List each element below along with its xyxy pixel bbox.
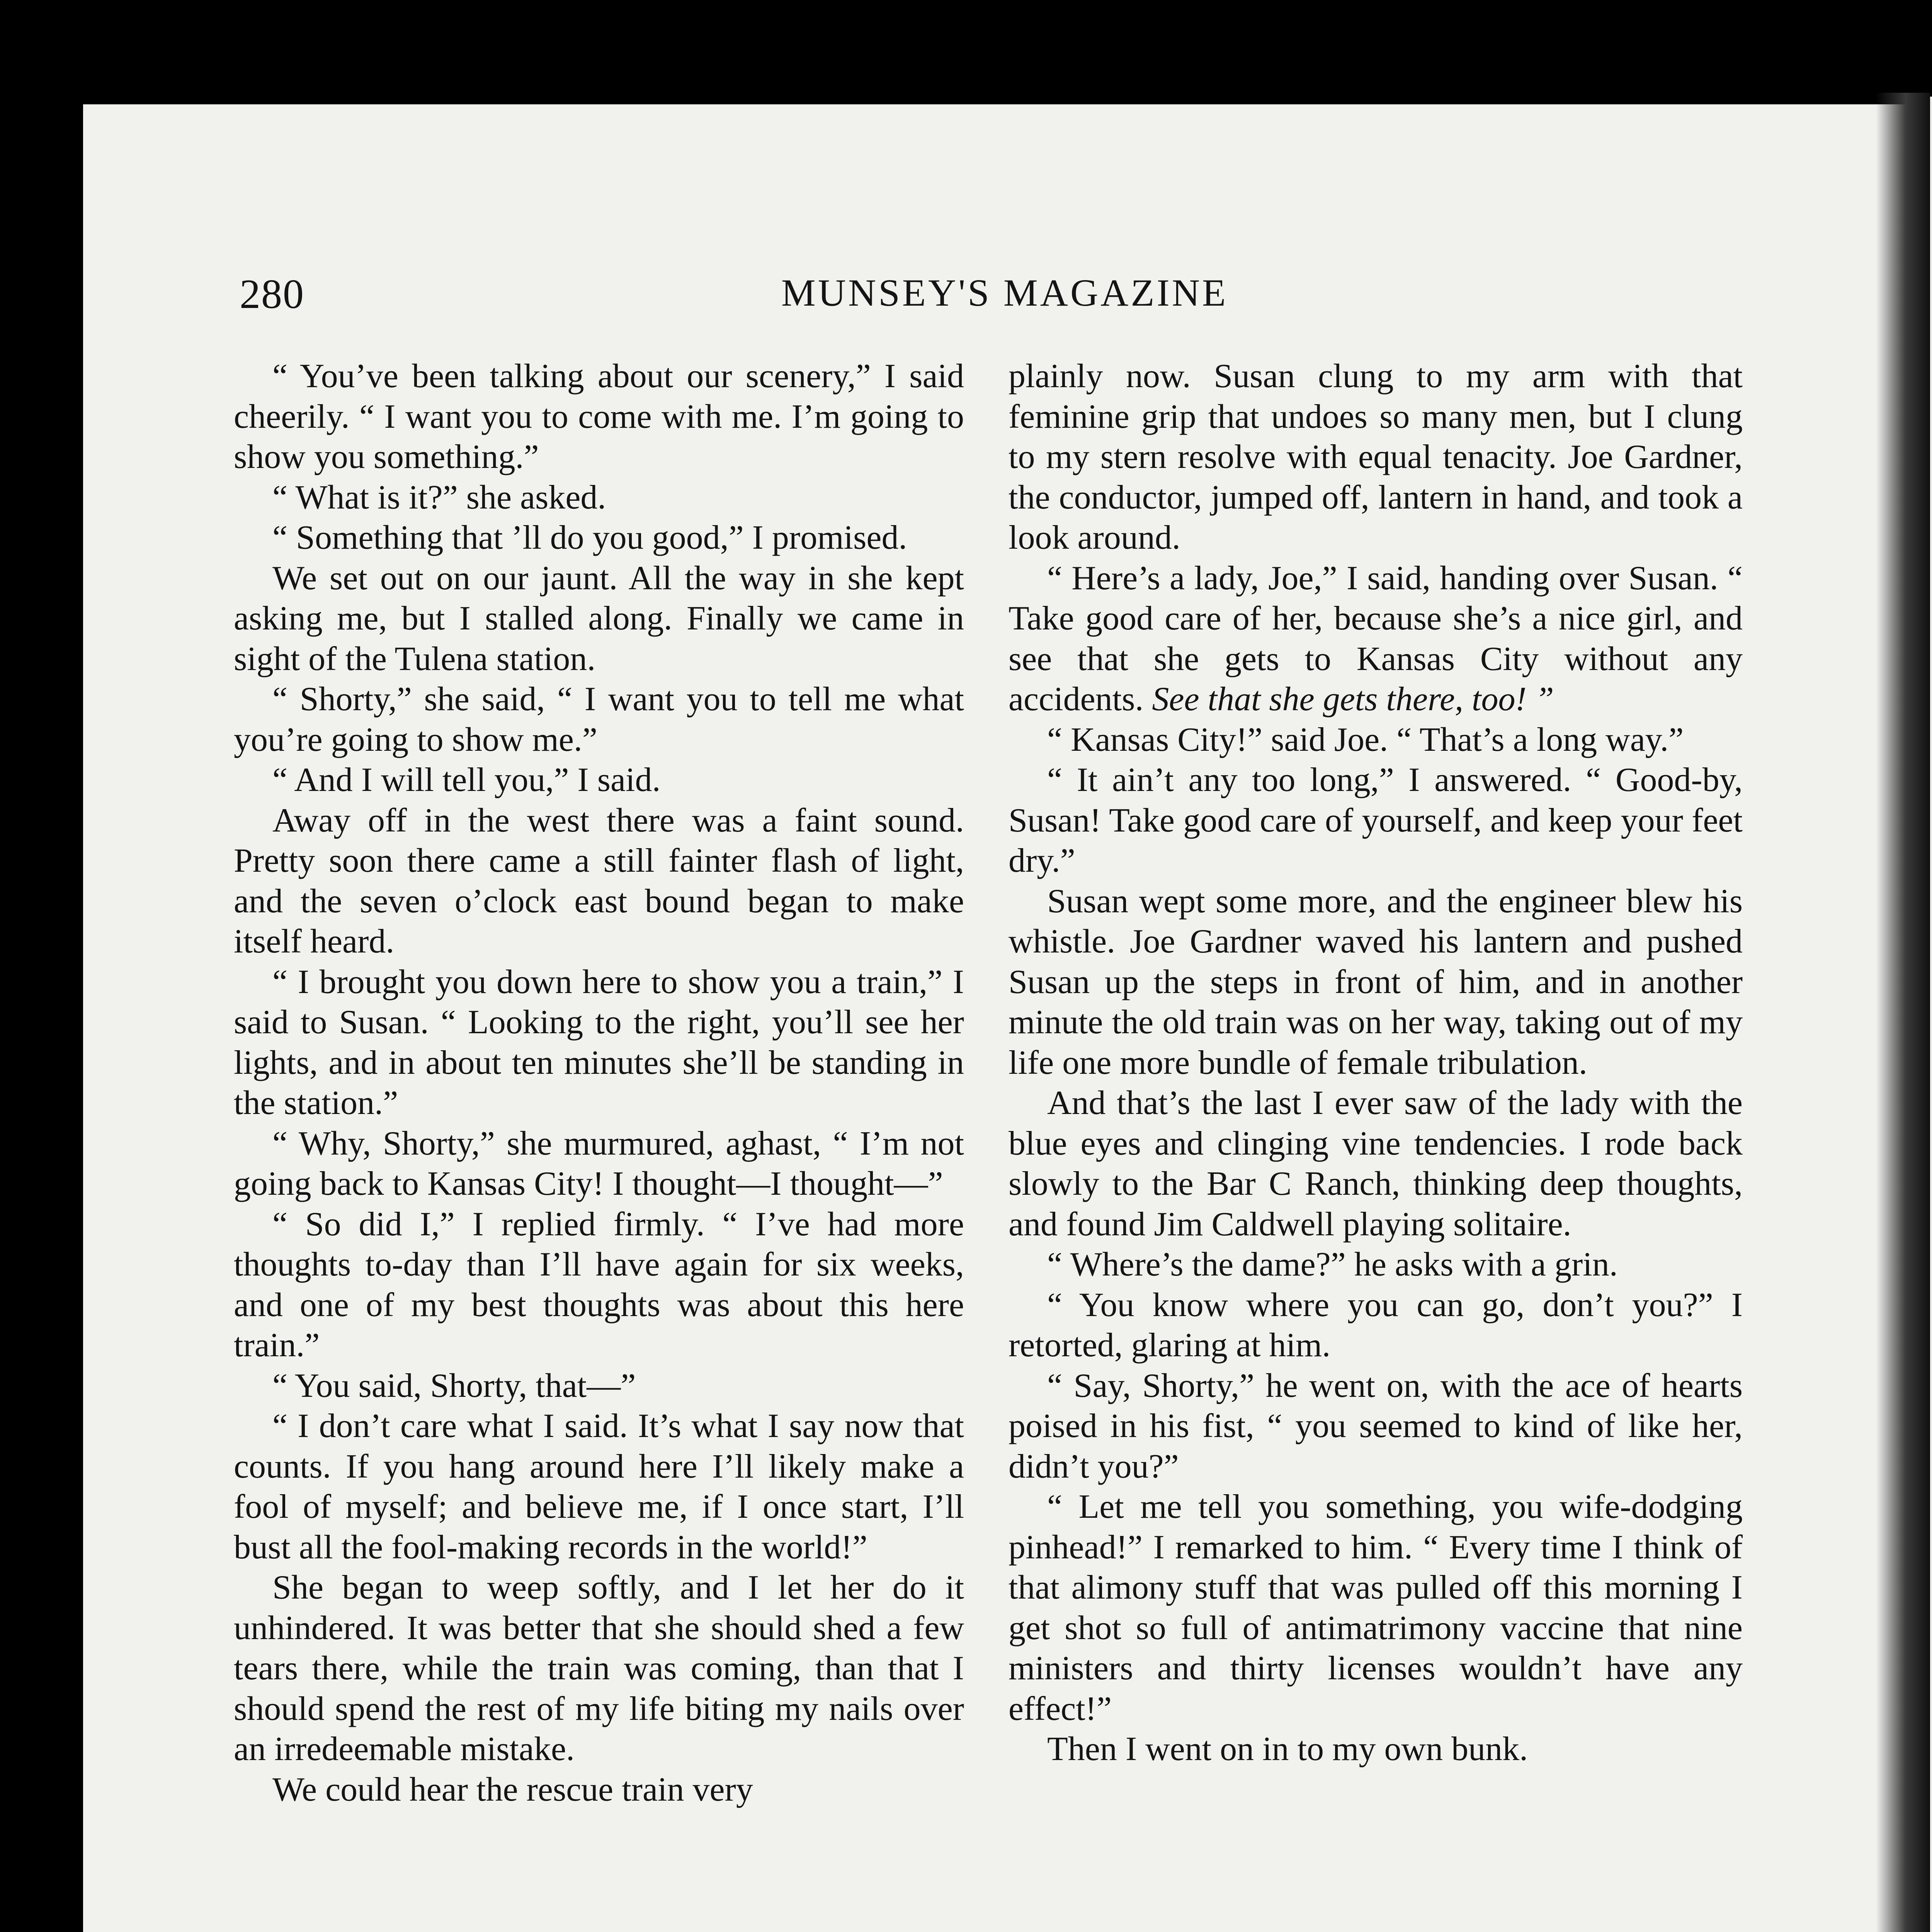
- paragraph: “ What is it?” she asked.: [272, 478, 606, 516]
- paragraph: “ Kansas City!” said Joe. “ That’s a long way.”: [1047, 721, 1684, 759]
- paragraph: “ Shorty,” she said, “ I want you to tell me what you’re going to show me.”: [234, 680, 964, 759]
- paragraph: “ You know where you can go, don’t you?” I retorted, glaring at him.: [1009, 1286, 1743, 1364]
- paragraph: [1009, 558, 1743, 720]
- paragraph: “ You said, Shorty, that—”: [272, 1367, 636, 1405]
- right-text-column: [1009, 356, 1743, 1770]
- paragraph: “ And I will tell you,” I said.: [272, 761, 661, 799]
- paragraph: “ Why, Shorty,” she murmured, aghast, “ I’m not going back to Kansas City! I thought—I thought—”: [234, 1124, 964, 1202]
- paragraph: She began to weep softly, and I let her do it unhindered. It was better that she should shed a few tears there, while the train was coming, than that I should spend the rest of my life biting my nails over an irredeemable mistake.: [234, 1569, 964, 1768]
- paragraph: And that’s the last I ever saw of the lady with the blue eyes and clinging vine tendencies. I rode back slowly to the Bar C Ranch, thinking deep thoughts, and found Jim Caldwell playing solitaire.: [1009, 1084, 1743, 1243]
- italic-emphasis: See that she gets there, too! ”: [1152, 680, 1554, 718]
- paragraph: “ Say, Shorty,” he went on, with the ace of hearts poised in his fist, “ you seemed to kind of like her, didn’t you?”: [1009, 1367, 1743, 1485]
- paragraph: Susan wept some more, and the engineer blew his whistle. Joe Gardner waved his lantern and pushed Susan up the steps in front of him, and in another minute the old train was on her way, taking out of my life one more bundle of female tribulation.: [1009, 882, 1743, 1082]
- page-number: 280: [240, 271, 304, 317]
- running-head: MUNSEY'S MAGAZINE: [781, 271, 1228, 314]
- binding-gutter-shadow: [1876, 93, 1930, 1932]
- paragraph-text: “ Here’s a lady, Joe,” I said, handing over Susan. “ Take good care of her, because she’s a nice girl, and see that she gets to Kansas City without any accidents.: [1009, 559, 1743, 718]
- left-text-column: [234, 356, 964, 1810]
- paragraph: We could hear the rescue train very: [272, 1770, 753, 1808]
- paragraph: “ Let me tell you something, you wife-dodging pinhead!” I remarked to him. “ Every time I think of that alimony stuff that was pulled off this morning I get shot so full of antimatrimony vaccine that nine ministers and thirty licenses wouldn’t have any effect!”: [1009, 1488, 1743, 1728]
- paragraph: We set out on our jaunt. All the way in she kept asking me, but I stalled along. Finally we came in sight of the Tulena station.: [234, 559, 964, 678]
- paragraph: “ I don’t care what I said. It’s what I say now that counts. If you hang around here I’ll likely make a fool of myself; and believe me, if I once start, I’ll bust all the fool-making records in the world!”: [234, 1407, 964, 1566]
- paragraph: “ You’ve been talking about our scenery,” I said cheerily. “ I want you to come with me. I’m going to show you something.”: [234, 357, 964, 476]
- paragraph: “ Where’s the dame?” he asks with a grin.: [1047, 1246, 1618, 1283]
- paragraph: Away off in the west there was a faint sound. Pretty soon there came a still fainter flash of light, and the seven o’clock east bound began to make itself heard.: [234, 801, 964, 960]
- paragraph: “ Something that ’ll do you good,” I promised.: [272, 519, 907, 556]
- paragraph: “ So did I,” I replied firmly. “ I’ve had more thoughts to-day than I’ll have again for six weeks, and one of my best thoughts was about this here train.”: [234, 1205, 964, 1364]
- paragraph: “ It ain’t any too long,” I answered. “ Good-by, Susan! Take good care of yourself, and keep your feet dry.”: [1009, 761, 1743, 879]
- paragraph: Then I went on in to my own bunk.: [1047, 1730, 1528, 1768]
- paragraph-continued: plainly now. Susan clung to my arm with that feminine grip that undoes so many men, but I clung to my stern resolve with equal tenacity. Joe Gardner, the conductor, jumped off, lantern in hand, and took a look around.: [1009, 357, 1743, 556]
- paragraph: “ I brought you down here to show you a train,” I said to Susan. “ Looking to the right, you’ll see her lights, and in about ten minutes she’ll be standing in the station.”: [234, 963, 964, 1122]
